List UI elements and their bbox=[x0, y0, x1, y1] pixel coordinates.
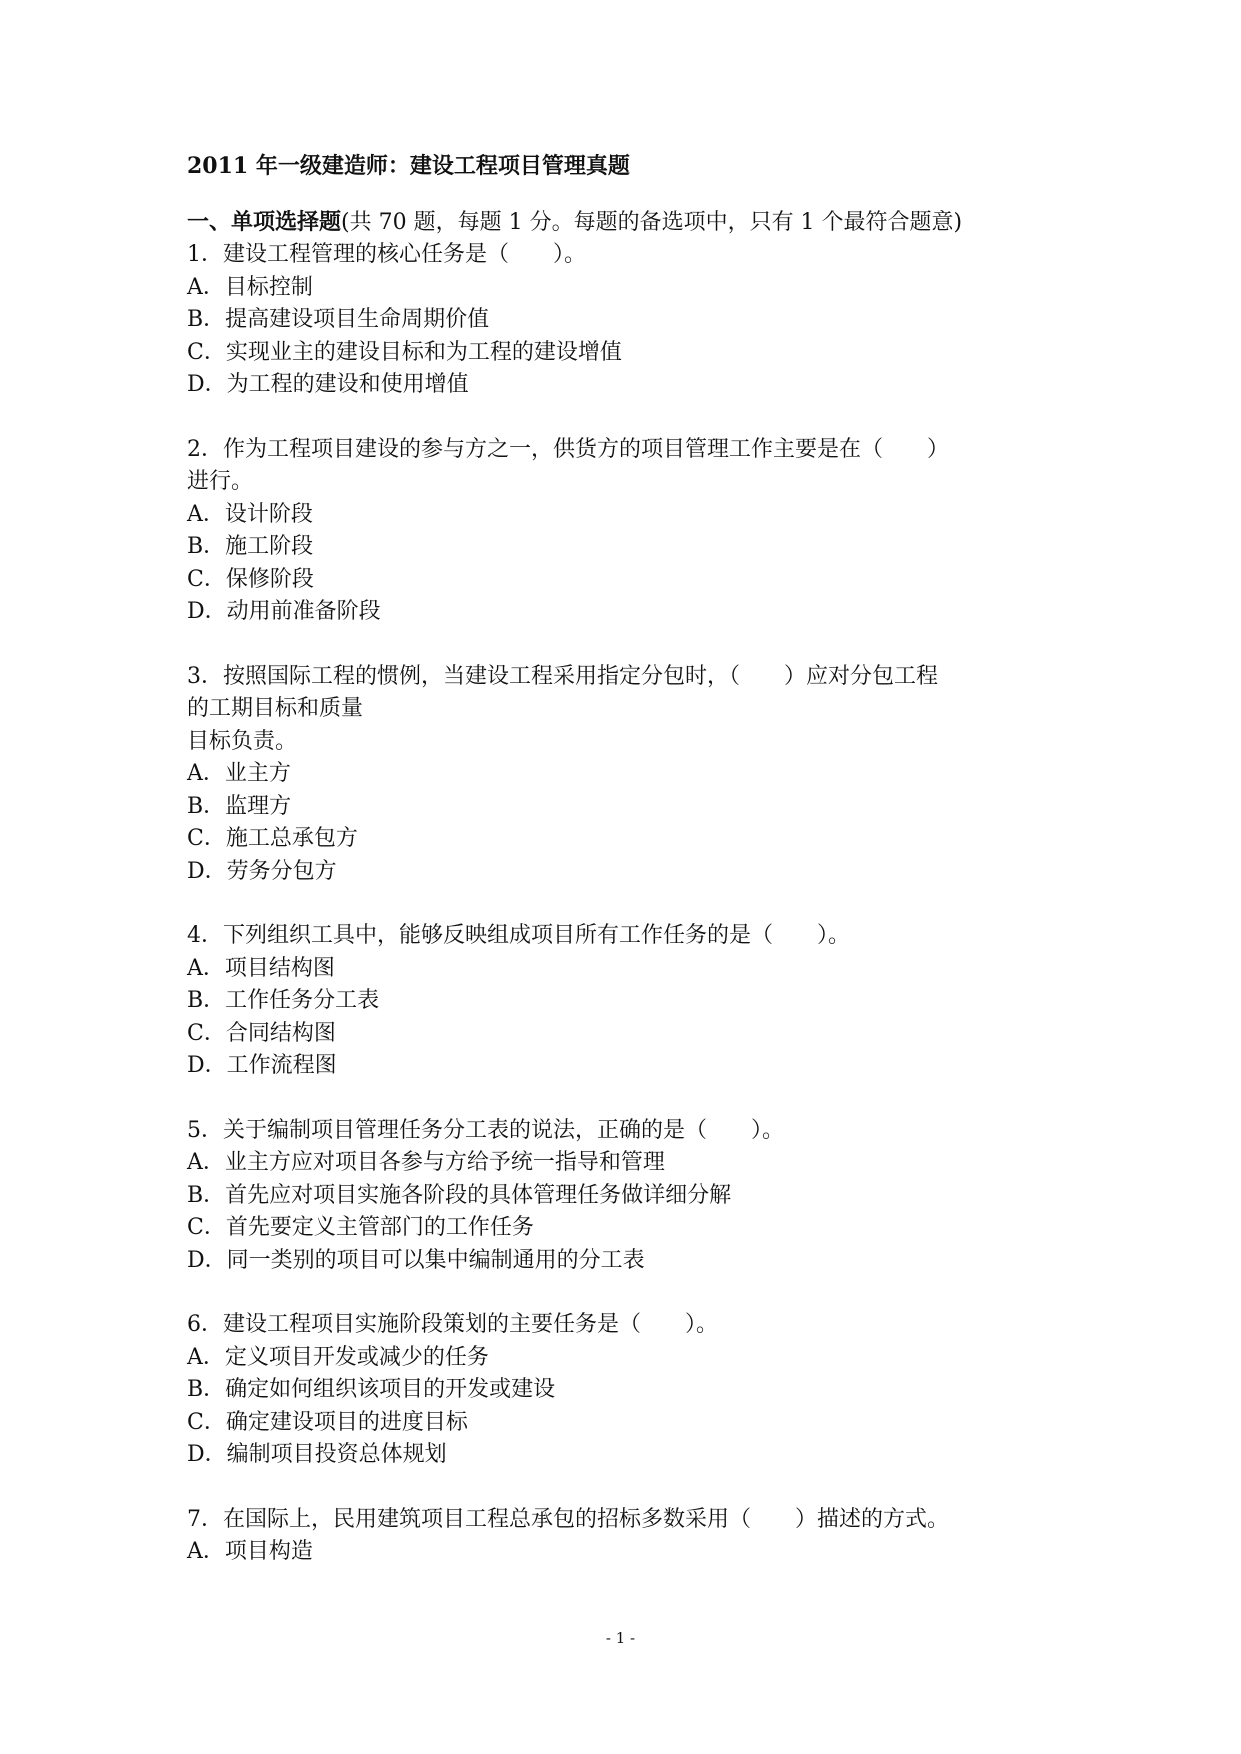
question-stem-cont: 目标负责。 bbox=[187, 728, 298, 754]
option-c: C．首先要定义主管部门的工作任务 bbox=[187, 1215, 534, 1240]
option-b: B．首先应对项目实施各阶段的具体管理任务做详细分解 bbox=[187, 1182, 732, 1208]
question-stem-cont: 的工期目标和质量 bbox=[187, 696, 364, 721]
question-stem: 7．在国际上，民用建筑项目工程总承包的招标多数采用（ ）描述的方式。 bbox=[187, 1506, 949, 1532]
section-note: (共 70 题，每题 1 分。每题的备选项中，只有 1 个最符合题意) bbox=[341, 210, 963, 235]
question-stem: 3．按照国际工程的惯例，当建设工程采用指定分包时，（ ）应对分包工程 bbox=[187, 663, 938, 689]
option-d: D．劳务分包方 bbox=[187, 858, 337, 884]
option-a: A．业主方应对项目各参与方给予统一指导和管理 bbox=[187, 1150, 665, 1175]
question-2 bbox=[187, 434, 1067, 629]
question-5 bbox=[187, 1115, 1067, 1278]
document-body bbox=[187, 148, 1067, 1601]
option-b: B．监理方 bbox=[187, 793, 292, 819]
option-a: A．项目构造 bbox=[187, 1539, 313, 1564]
page-number: - 1 - bbox=[605, 1629, 636, 1647]
option-d: D．动用前准备阶段 bbox=[187, 599, 381, 624]
question-3 bbox=[187, 661, 1067, 889]
section-header bbox=[187, 206, 1067, 239]
option-d: D．为工程的建设和使用增值 bbox=[187, 372, 469, 397]
option-b: B．工作任务分工表 bbox=[187, 988, 380, 1013]
option-c: C．保修阶段 bbox=[187, 566, 314, 592]
question-stem-cont: 进行。 bbox=[187, 469, 254, 494]
option-a: A．项目结构图 bbox=[187, 955, 335, 981]
section-heading: 一、单项选择题 bbox=[187, 209, 342, 235]
option-c: C．确定建设项目的进度目标 bbox=[187, 1409, 468, 1435]
option-b: B．施工阶段 bbox=[187, 534, 314, 559]
question-stem: 5．关于编制项目管理任务分工表的说法，正确的是（ ）。 bbox=[187, 1117, 784, 1143]
option-c: C．实现业主的建设目标和为工程的建设增值 bbox=[187, 339, 622, 365]
option-c: C．施工总承包方 bbox=[187, 826, 358, 851]
document-title: 2011 年一级建造师：建设工程项目管理真题 bbox=[187, 153, 630, 179]
option-a: A．业主方 bbox=[187, 761, 291, 786]
question-6 bbox=[187, 1309, 1067, 1472]
option-b: B．确定如何组织该项目的开发或建设 bbox=[187, 1377, 556, 1402]
option-b: B．提高建设项目生命周期价值 bbox=[187, 307, 490, 332]
question-stem: 1．建设工程管理的核心任务是（ ）。 bbox=[187, 242, 586, 267]
option-a: A．设计阶段 bbox=[187, 501, 313, 527]
option-a: A．目标控制 bbox=[187, 274, 313, 300]
option-d: D．同一类别的项目可以集中编制通用的分工表 bbox=[187, 1247, 645, 1273]
question-7 bbox=[187, 1504, 1067, 1569]
option-a: A．定义项目开发或减少的任务 bbox=[187, 1344, 489, 1370]
question-stem: 2．作为工程项目建设的参与方之一，供货方的项目管理工作主要是在（ ） bbox=[187, 436, 949, 462]
question-1 bbox=[187, 239, 1067, 402]
question-4 bbox=[187, 920, 1067, 1083]
option-c: C．合同结构图 bbox=[187, 1020, 336, 1046]
question-stem: 6．建设工程项目实施阶段策划的主要任务是（ ）。 bbox=[187, 1312, 718, 1337]
option-d: D．编制项目投资总体规划 bbox=[187, 1442, 447, 1467]
question-stem: 4．下列组织工具中，能够反映组成项目所有工作任务的是（ ）。 bbox=[187, 923, 850, 948]
option-d: D．工作流程图 bbox=[187, 1053, 337, 1078]
